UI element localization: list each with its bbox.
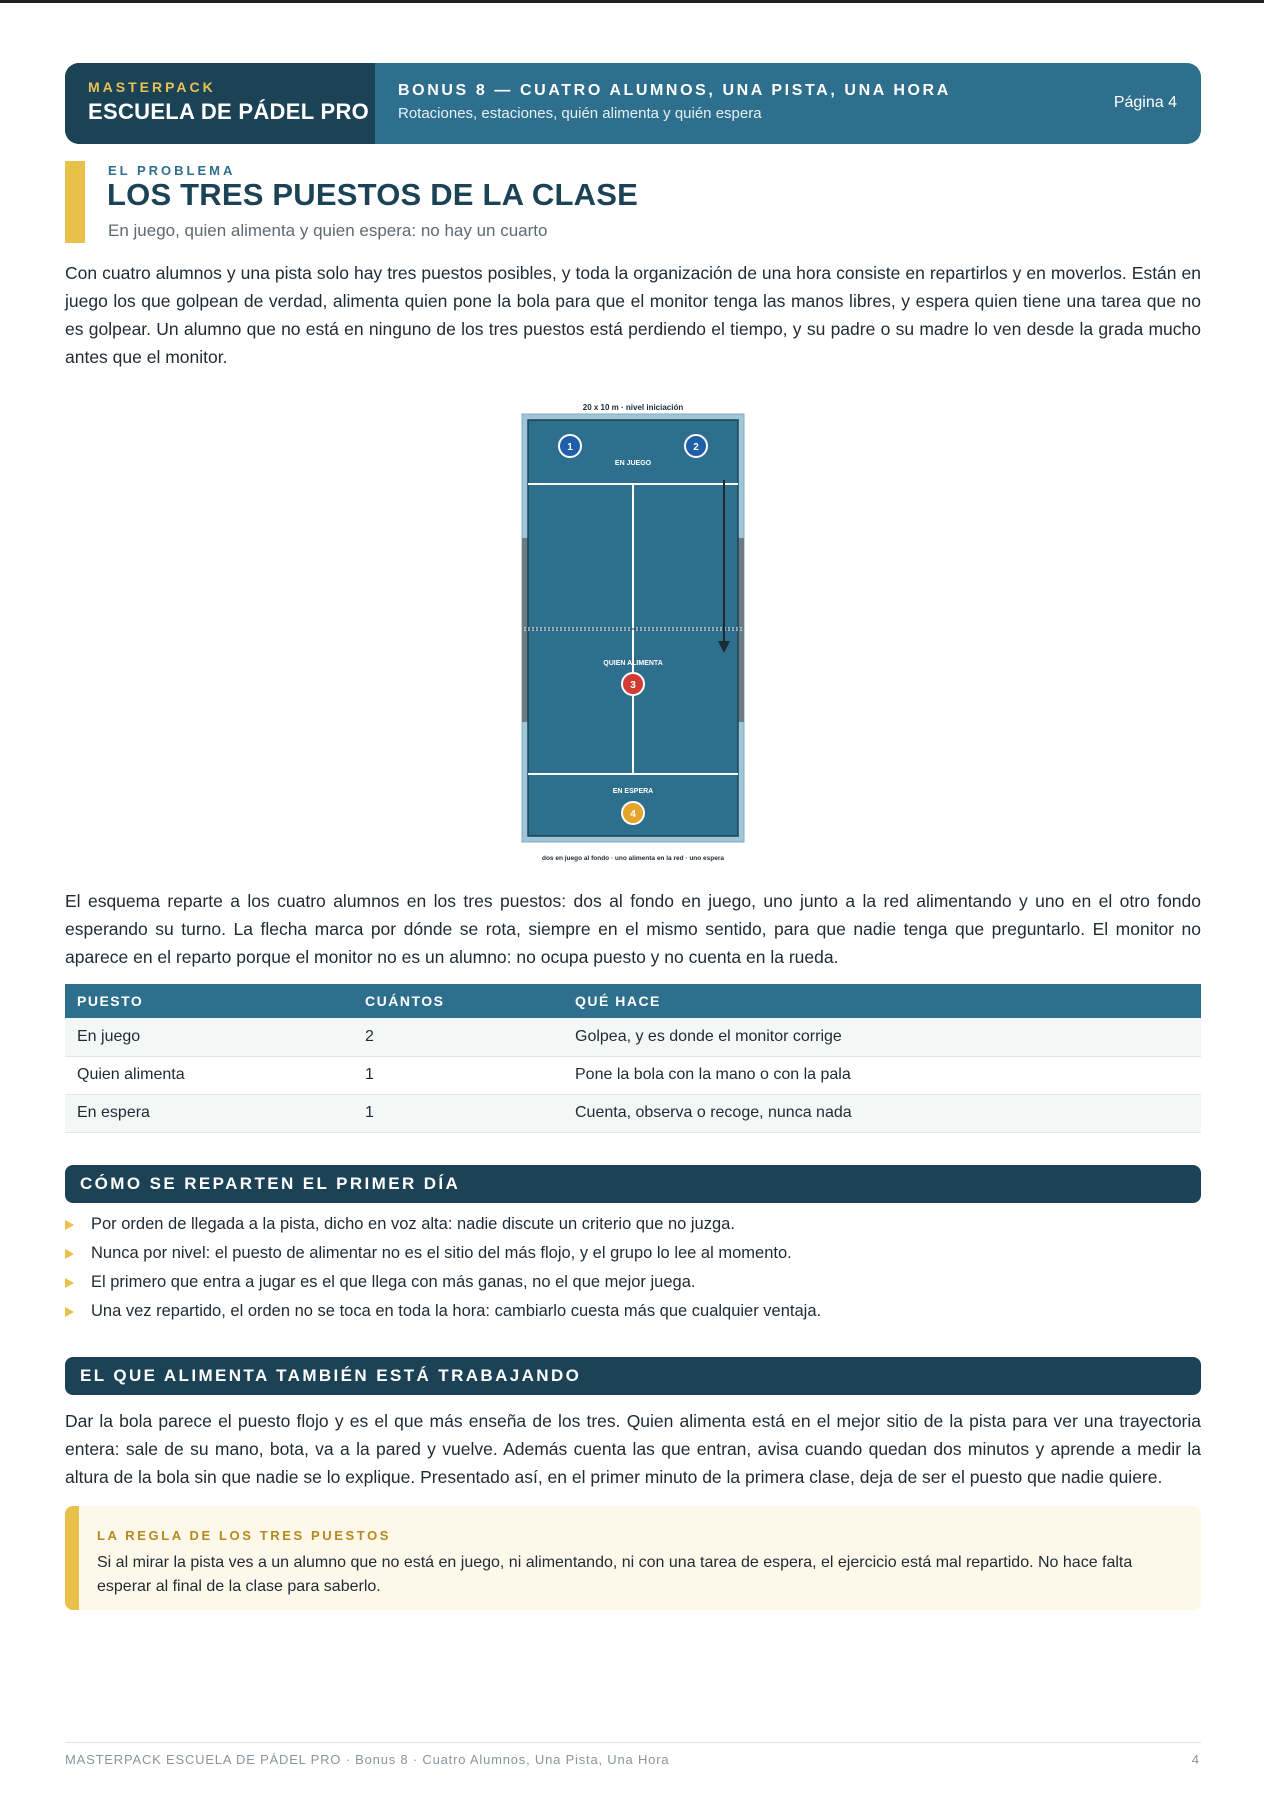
- bullet-triangle-icon: [65, 1220, 74, 1230]
- cell-puesto: Quien alimenta: [65, 1056, 353, 1094]
- callout-kicker: LA REGLA DE LOS TRES PUESTOS: [97, 1528, 392, 1543]
- bullet-triangle-icon: [65, 1278, 74, 1288]
- intro-paragraph: Con cuatro alumnos y una pista solo hay tres puestos posibles, y toda la organización de una hora consiste en repartirlos y en moverlos. Están en juego los que golpean de verdad, alimenta quien pone la bola para que el monitor tenga las manos libres, y espera quien tiene una tarea que no es golpear. Un alumno que no está en ninguno de los tres puestos está perdiendo el tiempo, y su padre o su madre lo ven desde la grada mucho antes que el monitor.: [65, 263, 1201, 367]
- brand-block: [65, 63, 375, 144]
- cell-puesto: En espera: [65, 1094, 353, 1132]
- bullet-triangle-icon: [65, 1249, 74, 1259]
- player-4-marker: [622, 802, 644, 824]
- cell-que-hace: Pone la bola con la mano o con la pala: [563, 1056, 1201, 1094]
- zone-label-feed: QUIEN ALIMENTA: [603, 660, 663, 667]
- bullet-triangle-icon: [65, 1307, 74, 1317]
- table-row: [65, 1094, 1201, 1132]
- diagram-top-caption: 20 x 10 m · nivel iniciación: [582, 403, 684, 412]
- cell-cuantos: 1: [353, 1094, 563, 1132]
- section-subtitle: En juego, quien alimenta y quien espera: no hay un cuarto: [108, 221, 548, 240]
- page-label: Página 4: [1113, 94, 1177, 111]
- bonus-title: BONUS 8 — CUATRO ALUMNOS, UNA PISTA, UNA HORA: [398, 82, 951, 99]
- col-header-puesto: PUESTO: [65, 984, 353, 1018]
- reparto-list: [65, 1210, 1201, 1326]
- player-3-marker: [622, 673, 644, 695]
- top-rule: [0, 0, 1264, 3]
- list-item: [65, 1268, 1201, 1297]
- cell-cuantos: 1: [353, 1056, 563, 1094]
- bonus-block: [375, 63, 1041, 144]
- footer-text: MASTERPACK ESCUELA DE PÁDEL PRO · Bonus 8 · Cuatro Alumnos, Una Pista, Una Hora: [65, 1752, 670, 1767]
- section-heading: [65, 161, 1201, 243]
- list-item-text: Por orden de llegada a la pista, dicho en voz alta: nadie discute un criterio que no juzga.: [91, 1215, 735, 1233]
- zone-label-play: EN JUEGO: [614, 460, 652, 467]
- explain-paragraph: El esquema reparte a los cuatro alumnos en los tres puestos: dos al fondo en juego, uno junto a la red alimentando y uno en el otro fondo esperando su turno. La flecha marca por dónde se rota, siempre en el mismo sentido, para que nadie tenga que preguntarlo. El monitor no aparece en el reparto porque el monitor no es un alumno: no ocupa puesto y no cuenta en la rueda.: [65, 891, 1201, 967]
- section-kicker: EL PROBLEMA: [108, 163, 236, 178]
- bonus-subtitle: Rotaciones, estaciones, quién alimenta y quién espera: [398, 105, 762, 122]
- player-2-marker: [685, 435, 707, 457]
- section-band-alimenta: EL QUE ALIMENTA TAMBIÉN ESTÁ TRABAJANDO: [65, 1357, 1201, 1395]
- cell-cuantos: 2: [353, 1018, 563, 1056]
- col-header-cuantos: CUÁNTOS: [353, 984, 563, 1018]
- page-title: LOS TRES PUESTOS DE LA CLASE: [107, 177, 638, 212]
- table-row: [65, 1018, 1201, 1056]
- player-3-number: 3: [630, 680, 636, 691]
- list-item-text: El primero que entra a jugar es el que llega con más ganas, no el que mejor juega.: [91, 1273, 696, 1291]
- feed-paragraph: Dar la bola parece el puesto flojo y es el que más enseña de los tres. Quien alimenta está en el mejor sitio de la pista para ver una trayectoria entera: sale de su mano, bota, va a la pared y vuelve. Además cuenta las que entran, avisa cuando quedan dos minutos y aprende a medir la altura de la bola sin que nadie se lo explique. Presentado así, en el primer minuto de la primera clase, deja de ser el puesto que nadie quiere.: [65, 1411, 1201, 1487]
- footer-rule: [65, 1742, 1201, 1743]
- player-1-number: 1: [567, 442, 573, 453]
- player-1-marker: [559, 435, 581, 457]
- player-2-number: 2: [693, 442, 699, 453]
- callout-text: Si al mirar la pista ves a un alumno que no está en juego, ni alimentando, ni con una tarea de espera, el ejercicio está mal repartido. No hace falta esperar al final de la clase para saberlo.: [97, 1554, 1133, 1595]
- page-header: [65, 63, 1201, 144]
- zone-label-wait: EN ESPERA: [612, 788, 654, 795]
- diagram-bottom-caption: dos en juego al fondo · uno alimenta en la red · uno espera: [541, 855, 725, 862]
- rule-callout: [65, 1506, 1201, 1610]
- positions-table: [65, 984, 1201, 1133]
- brand-title: ESCUELA DE PÁDEL PRO: [88, 99, 370, 124]
- col-header-que-hace: QUÉ HACE: [563, 984, 1201, 1018]
- cell-que-hace: Golpea, y es donde el monitor corrige: [563, 1018, 1201, 1056]
- accent-bar: [65, 161, 85, 243]
- list-item: [65, 1210, 1201, 1239]
- table-row: [65, 1056, 1201, 1094]
- player-4-number: 4: [630, 809, 636, 820]
- section-band-reparto: CÓMO SE REPARTEN EL PRIMER DÍA: [65, 1165, 1201, 1203]
- footer-page-number: 4: [1191, 1752, 1199, 1767]
- court-diagram: [520, 400, 746, 866]
- list-item: [65, 1239, 1201, 1268]
- brand-kicker: MASTERPACK: [88, 79, 216, 95]
- callout-accent-bar: [65, 1506, 79, 1610]
- list-item: [65, 1297, 1201, 1326]
- cell-que-hace: Cuenta, observa o recoge, nunca nada: [563, 1094, 1201, 1132]
- list-item-text: Nunca por nivel: el puesto de alimentar no es el sitio del más flojo, y el grupo lo lee al momento.: [91, 1244, 792, 1262]
- table-header-row: [65, 984, 1201, 1018]
- list-item-text: Una vez repartido, el orden no se toca en toda la hora: cambiarlo cuesta más que cualquier ventaja.: [91, 1302, 822, 1320]
- cell-puesto: En juego: [65, 1018, 353, 1056]
